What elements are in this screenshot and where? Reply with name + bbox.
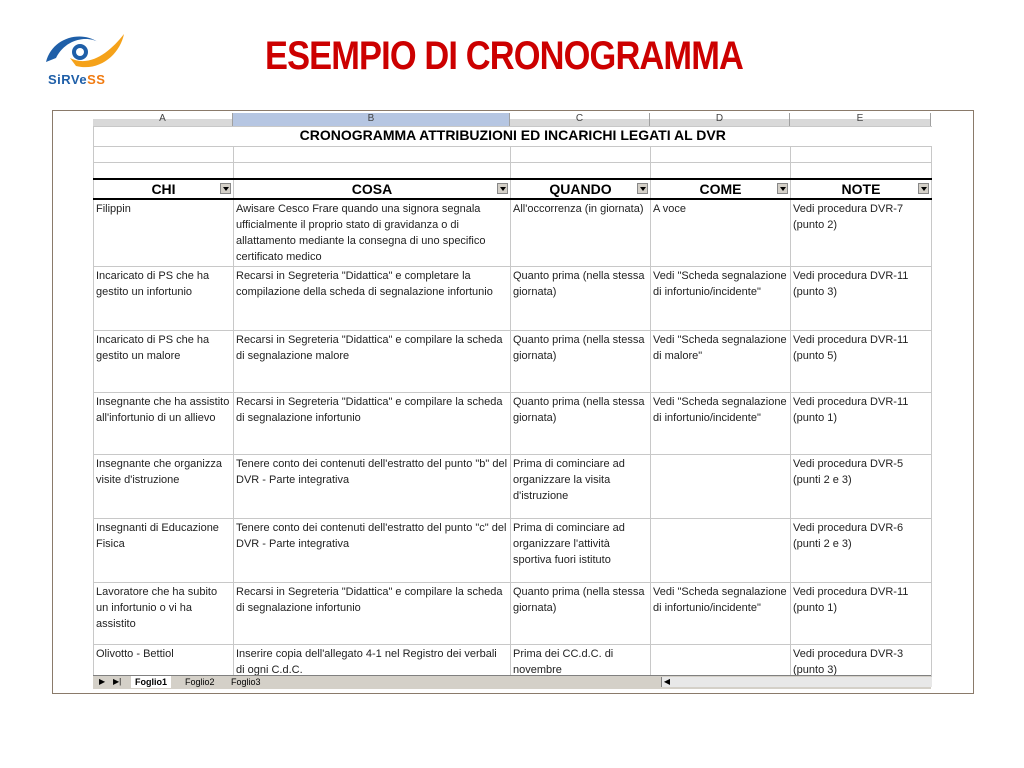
- logo-text-b: SS: [87, 72, 106, 87]
- logo-text-a: SiRVe: [48, 72, 88, 87]
- cell-note[interactable]: Vedi procedura DVR-6 (punti 2 e 3): [791, 518, 932, 582]
- cell-note[interactable]: Vedi procedura DVR-3 (punto 3): [791, 644, 932, 684]
- cell-come[interactable]: [651, 518, 791, 582]
- cell-cosa[interactable]: Recarsi in Segreteria "Didattica" e compilare la scheda di segnalazione infortunio: [234, 582, 511, 644]
- cell-quando[interactable]: All'occorrenza (in giornata): [511, 199, 651, 267]
- cell-chi[interactable]: Insegnanti di Educazione Fisica: [94, 518, 234, 582]
- cell-cosa[interactable]: Inserire copia dell'allegato 4-1 nel Registro dei verbali di ogni C.d.C.: [234, 644, 511, 684]
- cell-quando[interactable]: Quanto prima (nella stessa giornata): [511, 392, 651, 454]
- header-chi-label: CHI: [151, 180, 176, 197]
- cell-chi[interactable]: Lavoratore che ha subito un infortunio o vi ha assistito: [94, 582, 234, 644]
- cell-chi[interactable]: Incaricato di PS che ha gestito un malore: [94, 330, 234, 392]
- column-header-b[interactable]: B: [233, 113, 510, 126]
- scroll-left-icon[interactable]: ◀: [663, 677, 671, 686]
- cell-note[interactable]: Vedi procedura DVR-7 (punto 2): [791, 199, 932, 267]
- header-come[interactable]: [651, 179, 791, 199]
- slide-title: ESEMPIO DI CRONOGRAMMA: [265, 34, 743, 78]
- empty-cell[interactable]: [791, 147, 932, 163]
- cell-cosa[interactable]: Recarsi in Segreteria "Didattica" e completare la compilazione della scheda di segnalazione infortunio: [234, 266, 511, 330]
- header-chi[interactable]: [94, 179, 234, 199]
- sheet-tab-bar: [93, 675, 931, 689]
- cell-come[interactable]: Vedi "Scheda segnalazione di infortunio/incidente": [651, 392, 791, 454]
- cell-quando[interactable]: Quanto prima (nella stessa giornata): [511, 582, 651, 644]
- empty-cell[interactable]: [651, 163, 791, 179]
- cell-quando[interactable]: Prima di cominciare ad organizzare l'attività sportiva fuori istituto: [511, 518, 651, 582]
- empty-cell[interactable]: [511, 147, 651, 163]
- cell-cosa[interactable]: Tenere conto dei contenuti dell'estratto del punto "c" del DVR - Parte integrativa: [234, 518, 511, 582]
- cell-quando[interactable]: Quanto prima (nella stessa giornata): [511, 266, 651, 330]
- cell-chi[interactable]: Filippin: [94, 199, 234, 267]
- cell-chi[interactable]: Insegnante che organizza visite d'istruzione: [94, 454, 234, 518]
- header-note[interactable]: [791, 179, 932, 199]
- cell-chi[interactable]: Olivotto - Bettiol: [94, 644, 234, 684]
- tab-foglio2[interactable]: Foglio2: [185, 677, 215, 687]
- cell-cosa[interactable]: Recarsi in Segreteria "Didattica" e compilare la scheda di segnalazione infortunio: [234, 392, 511, 454]
- cell-note[interactable]: Vedi procedura DVR-11 (punto 1): [791, 582, 932, 644]
- empty-cell[interactable]: [234, 147, 511, 163]
- column-header-d[interactable]: D: [650, 113, 790, 126]
- header-quando[interactable]: [511, 179, 651, 199]
- filter-dropdown-icon[interactable]: [220, 183, 231, 194]
- empty-cell[interactable]: [234, 163, 511, 179]
- cell-note[interactable]: Vedi procedura DVR-11 (punto 3): [791, 266, 932, 330]
- tab-foglio3[interactable]: Foglio3: [231, 677, 261, 687]
- cell-cosa[interactable]: Awisare Cesco Frare quando una signora segnala ufficialmente il proprio stato di gravidanza o di allattamento mediante la consegna di uno specifico certificato medico: [234, 199, 511, 267]
- cell-come[interactable]: Vedi "Scheda segnalazione di malore": [651, 330, 791, 392]
- column-header-a[interactable]: A: [93, 113, 233, 126]
- cell-quando[interactable]: Prima di cominciare ad organizzare la visita d'istruzione: [511, 454, 651, 518]
- empty-cell[interactable]: [94, 163, 234, 179]
- column-header-e[interactable]: E: [790, 113, 931, 126]
- tab-scroll-next-icon[interactable]: ▶: [99, 677, 106, 686]
- header-cosa[interactable]: [234, 179, 511, 199]
- table-row: [94, 392, 932, 454]
- empty-cell[interactable]: [511, 163, 651, 179]
- logo-wordmark: [48, 72, 105, 87]
- header-cosa-label: COSA: [351, 180, 393, 197]
- filter-dropdown-icon[interactable]: [918, 183, 929, 194]
- tab-foglio1[interactable]: Foglio1: [131, 676, 171, 688]
- cell-cosa[interactable]: Tenere conto dei contenuti dell'estratto del punto "b" del DVR - Parte integrativa: [234, 454, 511, 518]
- filter-dropdown-icon[interactable]: [497, 183, 508, 194]
- filter-dropdown-icon[interactable]: [637, 183, 648, 194]
- header-quando-label: QUANDO: [549, 180, 612, 197]
- header-come-label: COME: [699, 180, 742, 197]
- header-note-label: NOTE: [841, 180, 881, 197]
- empty-cell[interactable]: [791, 163, 932, 179]
- table-row: [94, 518, 932, 582]
- filter-dropdown-icon[interactable]: [777, 183, 788, 194]
- cell-come[interactable]: Vedi "Scheda segnalazione di infortunio/incidente": [651, 266, 791, 330]
- cell-note[interactable]: Vedi procedura DVR-11 (punto 5): [791, 330, 932, 392]
- empty-cell[interactable]: [651, 147, 791, 163]
- table-row: [94, 199, 932, 267]
- cell-chi[interactable]: Insegnante che ha assistito all'infortunio di un allievo: [94, 392, 234, 454]
- column-header-c[interactable]: C: [510, 113, 650, 126]
- cell-quando[interactable]: Quanto prima (nella stessa giornata): [511, 330, 651, 392]
- cell-come[interactable]: [651, 454, 791, 518]
- cell-quando[interactable]: Prima dei CC.d.C. di novembre: [511, 644, 651, 684]
- header-row: [94, 179, 932, 199]
- table-row: [94, 454, 932, 518]
- cell-chi[interactable]: Incaricato di PS che ha gestito un infortunio: [94, 266, 234, 330]
- sheet-title[interactable]: CRONOGRAMMA ATTRIBUZIONI ED INCARICHI LEGATI AL DVR: [94, 127, 932, 147]
- spreadsheet: [93, 113, 931, 687]
- cell-come[interactable]: Vedi "Scheda segnalazione di infortunio/incidente": [651, 582, 791, 644]
- empty-cell[interactable]: [94, 147, 234, 163]
- spreadsheet-frame: [52, 110, 974, 694]
- cell-come[interactable]: A voce: [651, 199, 791, 267]
- table-row: [94, 330, 932, 392]
- tab-scroll-last-icon[interactable]: ▶|: [113, 677, 122, 686]
- horizontal-scrollbar[interactable]: [661, 677, 932, 687]
- table-row: [94, 582, 932, 644]
- cell-note[interactable]: Vedi procedura DVR-5 (punti 2 e 3): [791, 454, 932, 518]
- sheet-grid: [93, 126, 932, 685]
- table-row: [94, 266, 932, 330]
- cell-cosa[interactable]: Recarsi in Segreteria "Didattica" e compilare la scheda di segnalazione malore: [234, 330, 511, 392]
- cell-note[interactable]: Vedi procedura DVR-11 (punto 1): [791, 392, 932, 454]
